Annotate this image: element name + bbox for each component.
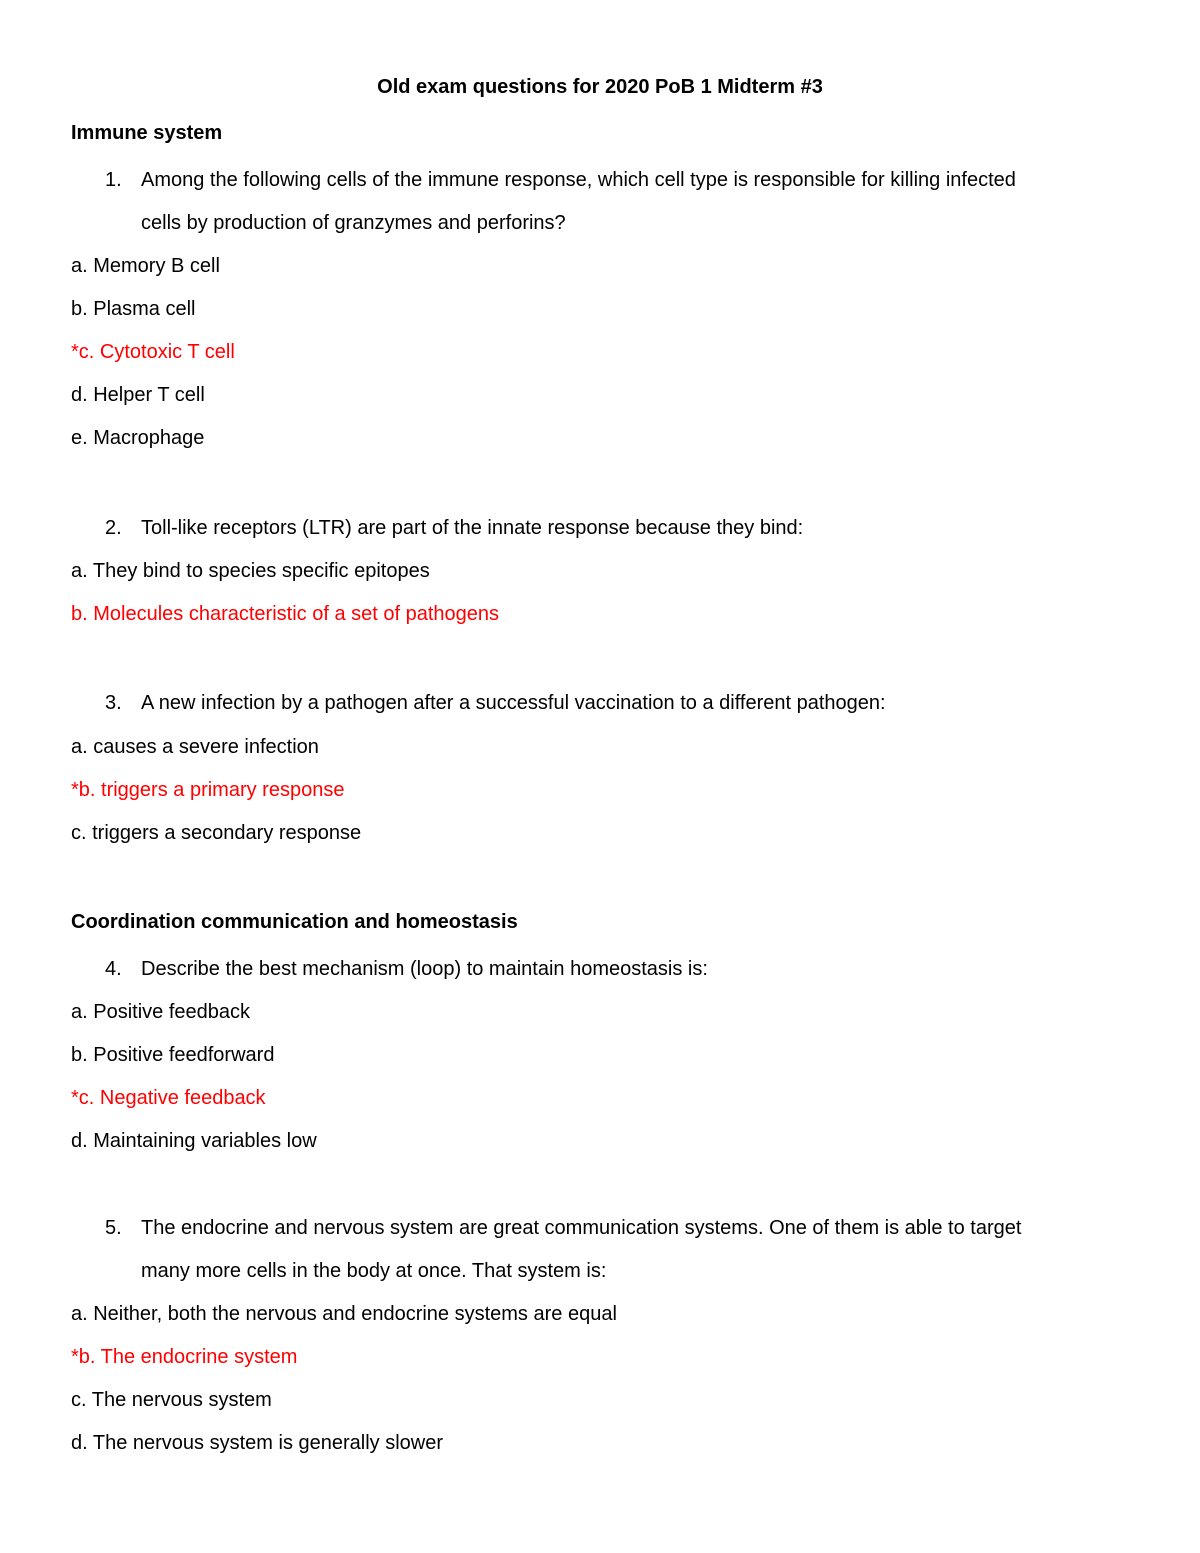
answer-option: e. Macrophage xyxy=(71,427,205,449)
question-text: Among the following cells of the immune response, which cell type is responsible for killing infected xyxy=(141,169,1016,191)
answer-option: d. The nervous system is generally slower xyxy=(71,1432,444,1454)
answer-option: a. causes a severe infection xyxy=(71,736,319,758)
question-text: Toll-like receptors (LTR) are part of the innate response because they bind: xyxy=(141,517,804,539)
answer-option: c. triggers a secondary response xyxy=(71,822,362,844)
correct-answer-option: *b. The endocrine system xyxy=(71,1346,298,1368)
answer-option: c. The nervous system xyxy=(71,1389,272,1411)
correct-answer-option: b. Molecules characteristic of a set of pathogens xyxy=(71,603,500,625)
question-text: many more cells in the body at once. That system is: xyxy=(141,1260,607,1282)
answer-option: b. Positive feedforward xyxy=(71,1044,275,1066)
document-title: Old exam questions for 2020 PoB 1 Midterm #3 xyxy=(377,76,823,98)
question-text: The endocrine and nervous system are great communication systems. One of them is able to target xyxy=(141,1217,1022,1239)
correct-answer-option: *c. Negative feedback xyxy=(71,1087,266,1109)
question-number: 5. xyxy=(105,1217,122,1239)
correct-answer-option: *c. Cytotoxic T cell xyxy=(71,341,235,363)
answer-option: a. Neither, both the nervous and endocrine systems are equal xyxy=(71,1303,617,1325)
answer-option: b. Plasma cell xyxy=(71,298,196,320)
answer-option: a. They bind to species specific epitopes xyxy=(71,560,430,582)
question-text: A new infection by a pathogen after a successful vaccination to a different pathogen: xyxy=(141,692,886,714)
correct-answer-option: *b. triggers a primary response xyxy=(71,779,345,801)
question-number: 3. xyxy=(105,692,122,714)
answer-option: d. Maintaining variables low xyxy=(71,1130,317,1152)
answer-option: a. Positive feedback xyxy=(71,1001,250,1023)
question-text: cells by production of granzymes and perforins? xyxy=(141,212,566,234)
answer-option: d. Helper T cell xyxy=(71,384,205,406)
section-heading-coordination: Coordination communication and homeostasis xyxy=(71,911,518,933)
answer-option: a. Memory B cell xyxy=(71,255,220,277)
question-number: 1. xyxy=(105,169,122,191)
question-text: Describe the best mechanism (loop) to maintain homeostasis is: xyxy=(141,958,708,980)
question-number: 2. xyxy=(105,517,122,539)
section-heading-immune-system: Immune system xyxy=(71,122,223,144)
question-number: 4. xyxy=(105,958,122,980)
